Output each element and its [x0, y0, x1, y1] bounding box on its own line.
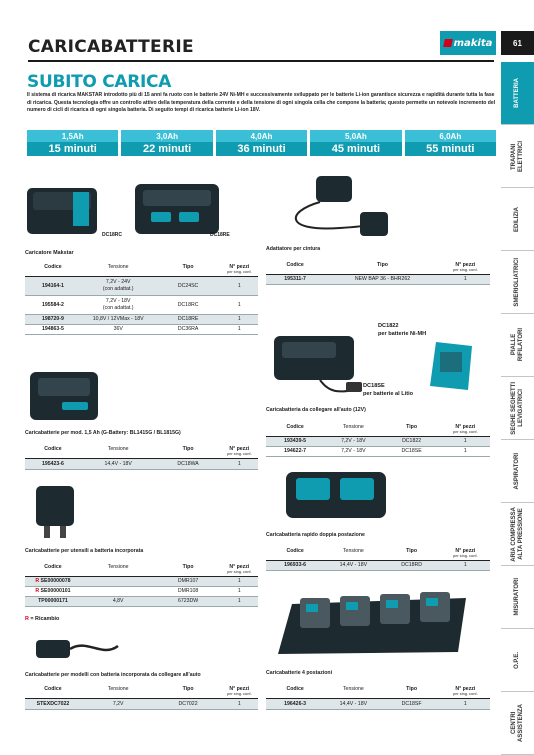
col-pezzi-sub: per sing. conf.	[227, 570, 252, 574]
row-qty: 1	[221, 597, 258, 607]
image-label-dc18re: DC18RE	[210, 232, 230, 238]
col-tensione: Tensione	[324, 546, 382, 561]
table-row	[25, 277, 258, 296]
charge-times	[27, 130, 496, 156]
category-sidebar	[501, 62, 534, 755]
row-voltage	[81, 577, 156, 587]
rating-capacity: 3,0Ah	[121, 130, 212, 142]
row-qty: 1	[221, 577, 258, 587]
row-qty: 1	[221, 587, 258, 597]
row-voltage: 7,2V	[81, 699, 156, 710]
rating-time: 55 minuti	[405, 142, 496, 156]
dc1822-charger-image	[426, 336, 476, 394]
col-tipo: Tipo	[155, 562, 220, 577]
table-row	[266, 447, 490, 457]
sidebar-item-label: MISURATORI	[514, 578, 521, 616]
sidebar-item-batteria[interactable]	[501, 62, 534, 125]
row-code: TP00000171	[38, 598, 68, 605]
col-tensione: Tensione	[81, 562, 156, 577]
row-voltage: 7,2V - 18V (con adattat.)	[81, 296, 156, 315]
makita-logo-icon	[443, 39, 453, 47]
row-qty: 1	[221, 315, 258, 325]
sidebar-item-label: TRAPANI ELETTRICI	[510, 140, 524, 172]
row-type: 6723DW	[155, 597, 220, 607]
col-codice: Codice	[25, 562, 81, 577]
dual-charger-image	[282, 462, 392, 526]
brand-name: makita	[453, 37, 493, 49]
quad-charger-image	[272, 584, 472, 664]
row-type: DC36RA	[155, 325, 220, 335]
row-voltage	[81, 587, 156, 597]
dc18se-label: DC18SE per batterie al Litio	[363, 383, 414, 397]
rating-time: 45 minuti	[310, 142, 401, 156]
col-pezzi	[441, 684, 490, 699]
col-pezzi	[221, 562, 258, 577]
built-in-table	[25, 562, 258, 607]
col-pezzi	[221, 684, 258, 699]
rating-4ah	[216, 130, 307, 156]
col-pezzi-sub: per sing. conf.	[453, 268, 478, 272]
row-code: 195584-2	[25, 296, 81, 315]
intro-text: Il sistema di ricarica MAKSTAR introdotto più di 15 anni fa ruoto con le batterie 24V Ni-MH e successivamente sviluppato per le batterie Li-ion garantisce sicurezza e rapidità durante tutta la fase di ricarica. Questa tecnologia offre un controllo attivo della temperatura della corrente e della tensione di ogni singola cella che compone la batteria; questo permette un notevole incremento del numero di cicli di ricarica di ogni singola batteria. Di seguito tempi di ricarica batterie Li-ion 18V.	[27, 92, 496, 114]
page-number: 61	[501, 31, 534, 55]
col-pezzi-label: N° pezzi	[229, 446, 250, 452]
col-pezzi-sub: per sing. conf.	[453, 430, 478, 434]
rating-5ah	[310, 130, 401, 156]
belt-adapter-table	[266, 260, 490, 285]
col-pezzi-label: N° pezzi	[455, 548, 476, 554]
rating-time: 15 minuti	[27, 142, 118, 156]
row-code: SE00000078	[40, 578, 71, 585]
sidebar-item-pialle[interactable]	[501, 314, 534, 377]
sidebar-item-ope[interactable]	[501, 629, 534, 692]
row-voltage: 7,2V - 18V	[324, 447, 382, 457]
row-type: DC18RE	[155, 315, 220, 325]
legend	[25, 616, 59, 622]
car-charger-title: Caricabatteria da collegare all'auto (12V)	[266, 407, 366, 413]
row-code: 194863-5	[25, 325, 81, 335]
row-code: STEXDC7022	[25, 699, 81, 710]
row-qty: 1	[441, 437, 490, 447]
sidebar-item-label: BATTERIA	[514, 78, 521, 108]
col-tipo: Tipo	[155, 444, 220, 459]
header-divider	[28, 60, 494, 62]
row-qty: 1	[441, 275, 490, 285]
row-type: DC18SE	[382, 447, 440, 457]
row-code: 198720-9	[25, 315, 81, 325]
col-codice: Codice	[25, 684, 81, 699]
row-voltage: 14,4V - 18V	[81, 459, 156, 470]
row-code: 195311-7	[266, 275, 324, 285]
quad-charger-table	[266, 684, 490, 710]
table-row	[25, 315, 258, 325]
table-row	[266, 561, 490, 571]
col-tensione: Tensione	[81, 262, 156, 277]
col-tipo: Tipo	[382, 422, 440, 437]
sidebar-item-label: ARIA COMPRESSA ALTA PRESSIONE	[510, 506, 524, 562]
row-voltage: 7,2V - 24V (con adattat.)	[81, 277, 156, 296]
g-battery-title: Caricabatterie per mod. 1,5 Ah (G-Battery: BL1415G / BL1815G)	[25, 430, 181, 436]
table-row	[25, 296, 258, 315]
car-built-in-title: Caricabatterie per modelli con batteria incorporata da collegare all'auto	[25, 672, 201, 678]
sidebar-item-label: ASPIRATORI	[514, 452, 521, 490]
row-code: 194164-1	[25, 277, 81, 296]
col-tipo: Tipo	[382, 684, 440, 699]
brand-logo	[440, 31, 496, 55]
col-tensione: Tensione	[81, 444, 156, 459]
dual-charger-table	[266, 546, 490, 571]
sidebar-item-aria-compressa[interactable]	[501, 503, 534, 566]
col-pezzi-label: N° pezzi	[455, 686, 476, 692]
col-tipo: Tipo	[155, 684, 220, 699]
rating-6ah	[405, 130, 496, 156]
sidebar-item-smerigliatrici[interactable]	[501, 251, 534, 314]
col-pezzi-label: N° pezzi	[229, 564, 250, 570]
row-voltage: 4,8V	[81, 597, 156, 607]
rating-capacity: 1,5Ah	[27, 130, 118, 142]
g-battery-table	[25, 444, 258, 470]
col-pezzi-label: N° pezzi	[229, 686, 250, 692]
col-pezzi-sub: per sing. conf.	[227, 452, 252, 456]
sidebar-item-misuratori[interactable]	[501, 566, 534, 629]
sidebar-item-label: EDILIZIA	[514, 206, 521, 232]
col-codice: Codice	[266, 684, 324, 699]
row-qty: 1	[441, 699, 490, 710]
table-row	[266, 437, 490, 447]
row-code: 196933-6	[266, 561, 324, 571]
built-in-title: Caricabatterie per utensili a batteria incorporata	[25, 548, 144, 554]
row-code: 195423-6	[25, 459, 81, 470]
sidebar-item-label: O.P.E.	[514, 651, 521, 669]
row-qty: 1	[221, 277, 258, 296]
car-charger-image	[270, 332, 366, 400]
rating-capacity: 5,0Ah	[310, 130, 401, 142]
page-title: CARICABATTERIE	[28, 37, 194, 57]
car-built-in-table	[25, 684, 258, 710]
table-row	[25, 699, 258, 710]
row-type: DMR107	[155, 577, 220, 587]
rating-capacity: 4,0Ah	[216, 130, 307, 142]
sidebar-item-centri-assistenza[interactable]	[501, 692, 534, 755]
rating-3ah	[121, 130, 212, 156]
sidebar-item-label: SEGHE SEGHETTI LEVIGATRICI	[510, 381, 524, 435]
row-qty: 1	[221, 296, 258, 315]
row-voltage: 10,8V / 12VMax - 18V	[81, 315, 156, 325]
col-codice: Codice	[25, 444, 81, 459]
row-type: DMR108	[155, 587, 220, 597]
col-tipo: Tipo	[382, 546, 440, 561]
dual-charger-title: Caricabatteria rapido doppia postazione	[266, 532, 365, 538]
col-pezzi-sub: per sing. conf.	[227, 270, 252, 274]
row-type: DC24SC	[155, 277, 220, 296]
rating-capacity: 6,0Ah	[405, 130, 496, 142]
row-code: 193439-5	[266, 437, 324, 447]
table-row	[25, 587, 258, 597]
col-pezzi-label: N° pezzi	[455, 262, 476, 268]
col-tensione: Tensione	[324, 684, 382, 699]
table-row	[25, 325, 258, 335]
table-row	[25, 459, 258, 470]
sidebar-item-label: PIALLE RIFILATORI	[510, 328, 524, 362]
col-codice: Codice	[25, 262, 81, 277]
row-qty: 1	[221, 459, 258, 470]
col-pezzi-label: N° pezzi	[455, 424, 476, 430]
row-type: DC18RC	[155, 296, 220, 315]
table-row	[25, 597, 258, 607]
sidebar-item-label: CENTRI ASSISTENZA	[510, 703, 524, 742]
row-code: SE00000101	[40, 588, 71, 595]
makstar-title: Caricatore Makstar	[25, 250, 74, 256]
rating-1-5ah	[27, 130, 118, 156]
row-type: DC7022	[155, 699, 220, 710]
belt-adapter-image	[280, 172, 400, 244]
row-qty: 1	[221, 325, 258, 335]
col-codice: Codice	[266, 260, 324, 275]
col-pezzi	[441, 546, 490, 561]
row-type: DC18SF	[382, 699, 440, 710]
col-pezzi-sub: per sing. conf.	[453, 692, 478, 696]
dc1822-label: DC1822 per batterie Ni-MH	[378, 323, 427, 337]
car-adapter-image	[32, 628, 122, 668]
row-type: NEW BAP 36 - BHR262	[324, 275, 440, 285]
row-type: DC18RD	[382, 561, 440, 571]
spare-part-marker: R	[35, 588, 40, 595]
col-tensione: Tensione	[81, 684, 156, 699]
legend-key: R	[25, 616, 29, 622]
sidebar-item-seghe[interactable]	[501, 377, 534, 440]
quad-charger-title: Caricabatterie 4 postazioni	[266, 670, 333, 676]
section-title: SUBITO CARICA	[27, 72, 172, 92]
col-pezzi	[221, 262, 258, 277]
sidebar-item-label: SMERIGLIATRICI	[514, 257, 521, 307]
belt-adapter-title: Adattatore per cintura	[266, 246, 321, 252]
table-row	[25, 577, 258, 587]
col-tipo: Tipo	[155, 262, 220, 277]
col-tipo: Tipo	[324, 260, 440, 275]
row-code: 194622-7	[266, 447, 324, 457]
rating-time: 36 minuti	[216, 142, 307, 156]
car-charger-table	[266, 422, 490, 457]
col-pezzi-sub: per sing. conf.	[227, 692, 252, 696]
row-code: 196426-3	[266, 699, 324, 710]
col-tensione: Tensione	[324, 422, 382, 437]
makstar-table	[25, 262, 258, 335]
spare-part-marker: R	[35, 578, 40, 585]
row-qty: 1	[441, 561, 490, 571]
row-voltage: 14,4V - 18V	[324, 561, 382, 571]
row-type: DC1822	[382, 437, 440, 447]
row-voltage: 36V	[81, 325, 156, 335]
col-pezzi-label: N° pezzi	[229, 264, 250, 270]
built-in-charger-image	[30, 480, 80, 542]
row-voltage: 7,2V - 18V	[324, 437, 382, 447]
row-voltage: 14,4V - 18V	[324, 699, 382, 710]
col-pezzi	[441, 260, 490, 275]
col-codice: Codice	[266, 422, 324, 437]
col-codice: Codice	[266, 546, 324, 561]
col-pezzi	[221, 444, 258, 459]
sidebar-item-aspiratori[interactable]	[501, 440, 534, 503]
legend-text: = Ricambio	[30, 616, 60, 622]
sidebar-item-trapani[interactable]	[501, 125, 534, 188]
g-battery-charger-image	[28, 364, 100, 424]
col-pezzi-sub: per sing. conf.	[453, 554, 478, 558]
table-row	[266, 275, 490, 285]
image-label-dc18rc: DC18RC	[102, 232, 123, 238]
rating-time: 22 minuti	[121, 142, 212, 156]
table-row	[266, 699, 490, 710]
row-type: DC18WA	[155, 459, 220, 470]
col-pezzi	[441, 422, 490, 437]
row-qty: 1	[441, 447, 490, 457]
sidebar-item-edilizia[interactable]	[501, 188, 534, 251]
row-qty: 1	[221, 699, 258, 710]
